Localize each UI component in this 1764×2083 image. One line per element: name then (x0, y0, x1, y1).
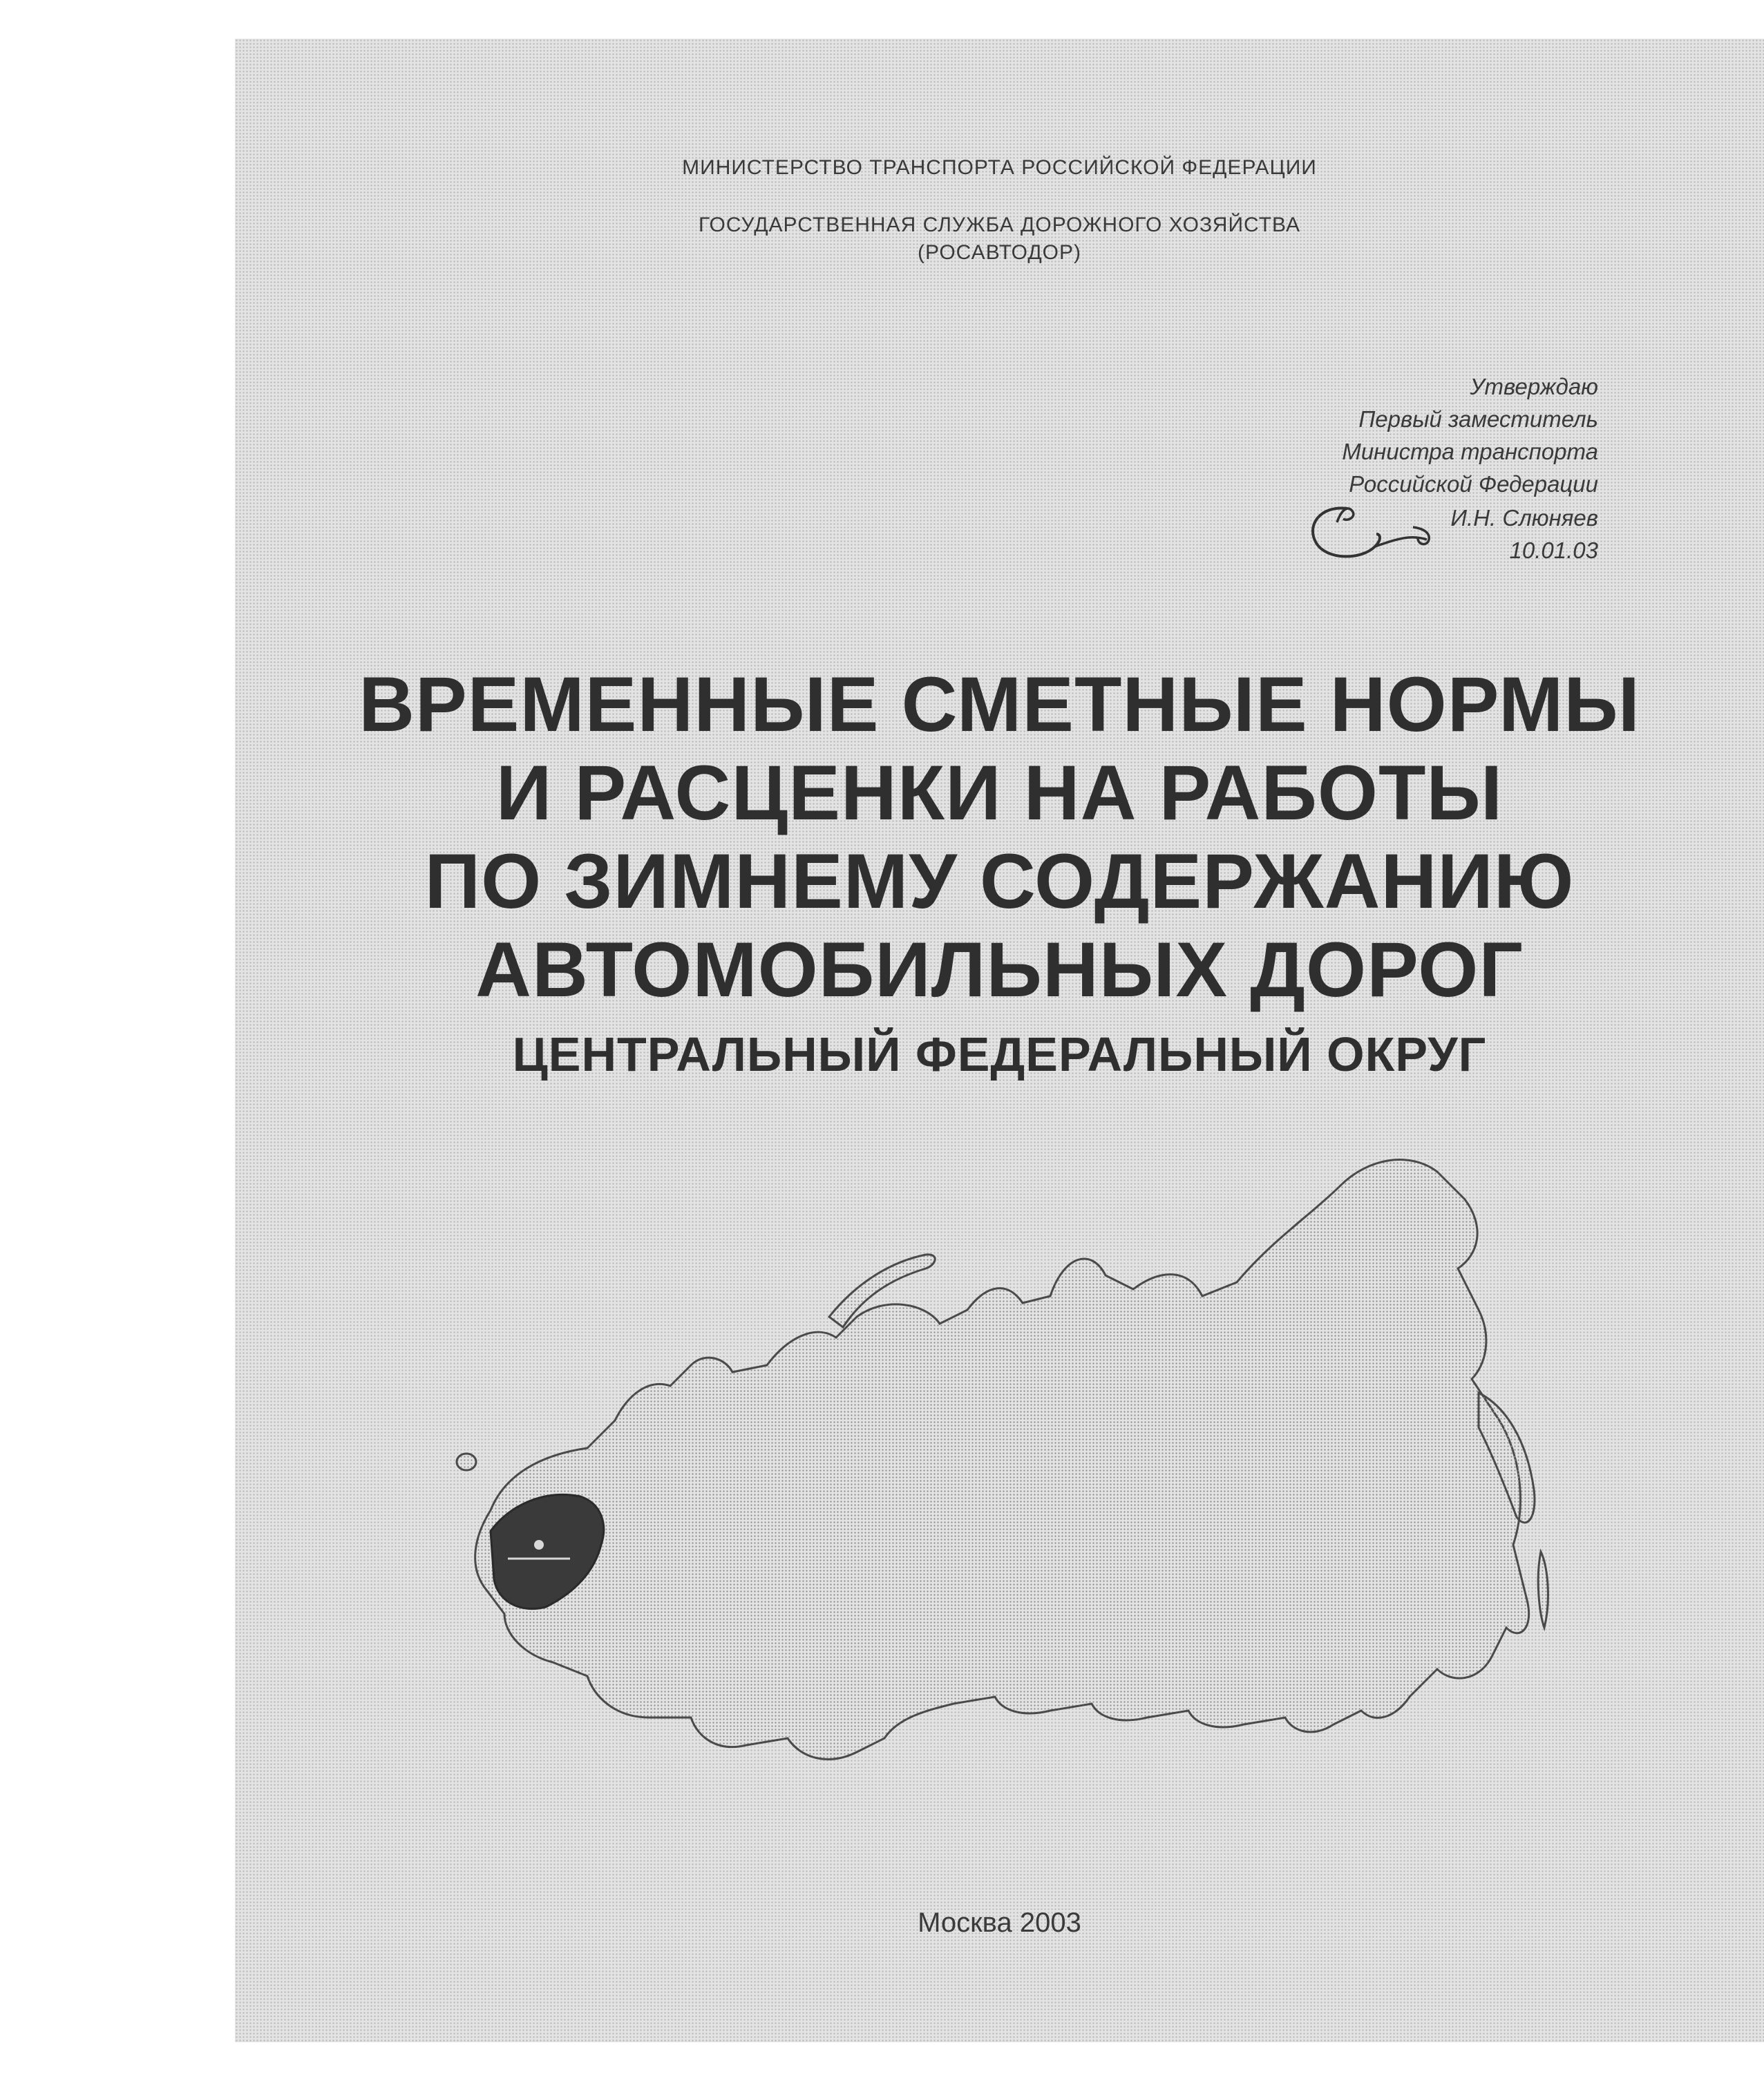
service-name-line: ГОСУДАРСТВЕННАЯ СЛУЖБА ДОРОЖНОГО ХОЗЯЙСТВА (698, 213, 1301, 236)
approval-block (1342, 370, 1598, 500)
russia-map-illustration (442, 1130, 1582, 1876)
document-title (235, 660, 1764, 1014)
title-line-1: ВРЕМЕННЫЕ СМЕТНЫЕ НОРМЫ (359, 661, 1640, 748)
approval-line-country: Российской Федерации (1349, 471, 1598, 497)
title-line-2: И РАСЦЕНКИ НА РАБОТЫ (495, 750, 1504, 836)
document-subtitle: ЦЕНТРАЛЬНЫЙ ФЕДЕРАЛЬНЫЙ ОКРУГ (512, 1027, 1487, 1081)
approval-line-ministry: Министра транспорта (1342, 439, 1598, 464)
document-page (235, 39, 1764, 2042)
kaliningrad-shape (457, 1454, 476, 1470)
title-line-4: АВТОМОБИЛЬНЫХ ДОРОГ (475, 926, 1524, 1013)
service-abbreviation: (РОСАВТОДОР) (918, 241, 1081, 264)
moscow-marker-icon (534, 1540, 544, 1550)
russia-outline (475, 1160, 1529, 1760)
ministry-name: МИНИСТЕРСТВО ТРАНСПОРТА РОССИЙСКОЙ ФЕДЕРАЦИИ (682, 156, 1317, 179)
signatory-name: И.Н. Слюняев (1450, 505, 1598, 531)
approval-line-approve: Утверждаю (1470, 374, 1598, 399)
service-name (235, 211, 1764, 267)
approval-date: 10.01.03 (1509, 538, 1598, 563)
signature-block (1450, 502, 1598, 567)
approval-line-position: Первый заместитель (1358, 406, 1598, 432)
sakhalin-shape (1538, 1552, 1548, 1628)
signature-icon (1299, 491, 1437, 567)
publication-place-year: Москва 2003 (918, 1908, 1081, 1938)
title-line-3: ПО ЗИМНЕМУ СОДЕРЖАНИЮ (424, 838, 1575, 924)
